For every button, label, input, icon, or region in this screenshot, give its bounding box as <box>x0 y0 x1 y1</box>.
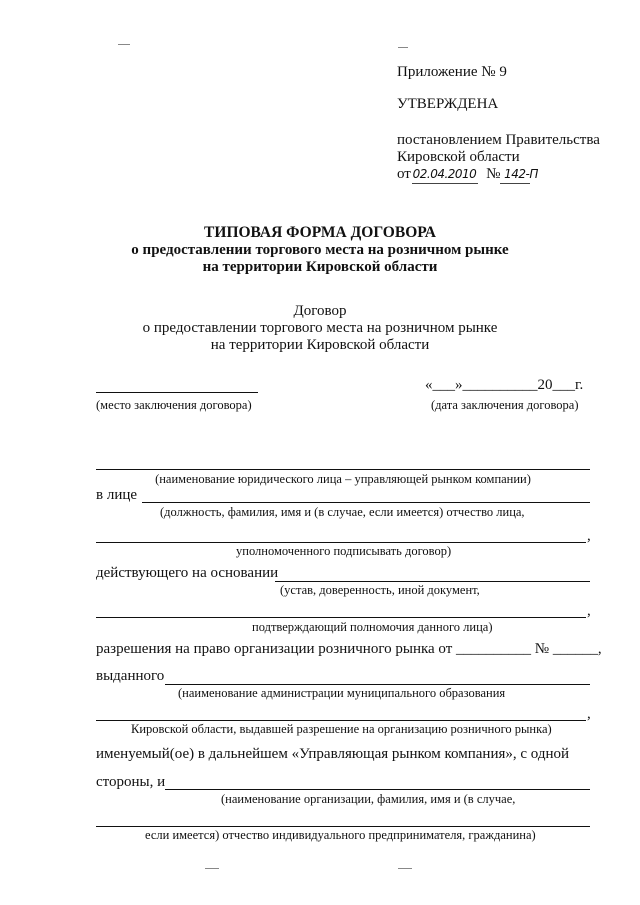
named-line: именуемый(ое) в дальнейшем «Управляющая рынком компания», с одной <box>96 746 570 762</box>
counterparty-field-continued[interactable] <box>96 826 590 827</box>
approved-by-line2: Кировской области <box>397 149 520 165</box>
approval-date-line <box>397 166 538 183</box>
entrepreneur-caption: если имеется) отчество индивидуального предпринимателя, гражданина) <box>145 828 536 842</box>
place-field[interactable] <box>96 392 258 393</box>
place-caption: (место заключения договора) <box>96 398 252 412</box>
confirm-caption: подтверждающий полномочия данного лица) <box>252 620 493 634</box>
page-subtitle-line2: на территории Кировской области <box>202 259 438 275</box>
authorized-caption: уполномоченного подписывать договор) <box>236 544 452 558</box>
scan-speck <box>398 47 408 48</box>
basis-field-continued[interactable] <box>96 617 586 618</box>
permit-line[interactable]: разрешения на право организации розничного рынка от __________ № ______, <box>96 641 602 657</box>
issuer-field-continued[interactable] <box>96 720 586 721</box>
appendix-number: Приложение № 9 <box>397 64 507 80</box>
line-comma: , <box>587 603 591 619</box>
org-caption: (наименование организации, фамилия, имя и (в случае, <box>221 792 516 806</box>
issuer-field[interactable] <box>165 684 590 685</box>
scan-speck <box>398 868 412 869</box>
number-underline <box>500 183 530 184</box>
side-label: стороны, и <box>96 774 166 790</box>
representative-field-continued[interactable] <box>96 542 586 543</box>
page-subtitle-line1: о предоставлении торгового места на розничном рынке <box>131 242 509 258</box>
issued-label: выданного <box>96 668 165 684</box>
basis-caption: (устав, доверенность, иной документ, <box>280 583 480 597</box>
contract-title: Договор <box>293 303 347 319</box>
page-title: ТИПОВАЯ ФОРМА ДОГОВОРА <box>204 224 436 241</box>
contract-subtitle-line1: о предоставлении торгового места на розничном рынке <box>142 320 498 336</box>
date-underline <box>412 183 478 184</box>
date-caption: (дата заключения договора) <box>431 398 579 412</box>
date-field[interactable]: «___»__________20___г. <box>425 377 584 393</box>
scan-speck <box>205 868 219 869</box>
counterparty-field[interactable] <box>165 789 590 790</box>
basis-field[interactable] <box>275 581 590 582</box>
line-comma: , <box>587 528 591 544</box>
handwritten-date: 02.04.2010 <box>412 167 477 181</box>
approved-label: УТВЕРЖДЕНА <box>397 96 499 112</box>
in-person-label: в лице <box>96 487 138 503</box>
admin-caption: (наименование администрации муниципального образования <box>178 686 506 700</box>
representative-field[interactable] <box>142 502 590 503</box>
acting-basis-label: действующего на основании <box>96 565 279 581</box>
date-prefix: от <box>397 166 411 182</box>
kirov-caption: Кировской области, выдавшей разрешение на организацию розничного рынка) <box>131 722 552 736</box>
legal-entity-caption: (наименование юридического лица – управляющей рынком компании) <box>155 472 531 486</box>
scan-speck <box>118 44 130 45</box>
number-prefix: № <box>486 166 501 182</box>
handwritten-number: 142-П <box>504 167 538 181</box>
position-caption: (должность, фамилия, имя и (в случае, если имеется) отчество лица, <box>160 505 525 519</box>
approved-by-line1: постановлением Правительства <box>397 132 600 148</box>
line-comma: , <box>587 706 591 722</box>
contract-subtitle-line2: на территории Кировской области <box>210 337 430 353</box>
legal-entity-field[interactable] <box>96 469 590 470</box>
